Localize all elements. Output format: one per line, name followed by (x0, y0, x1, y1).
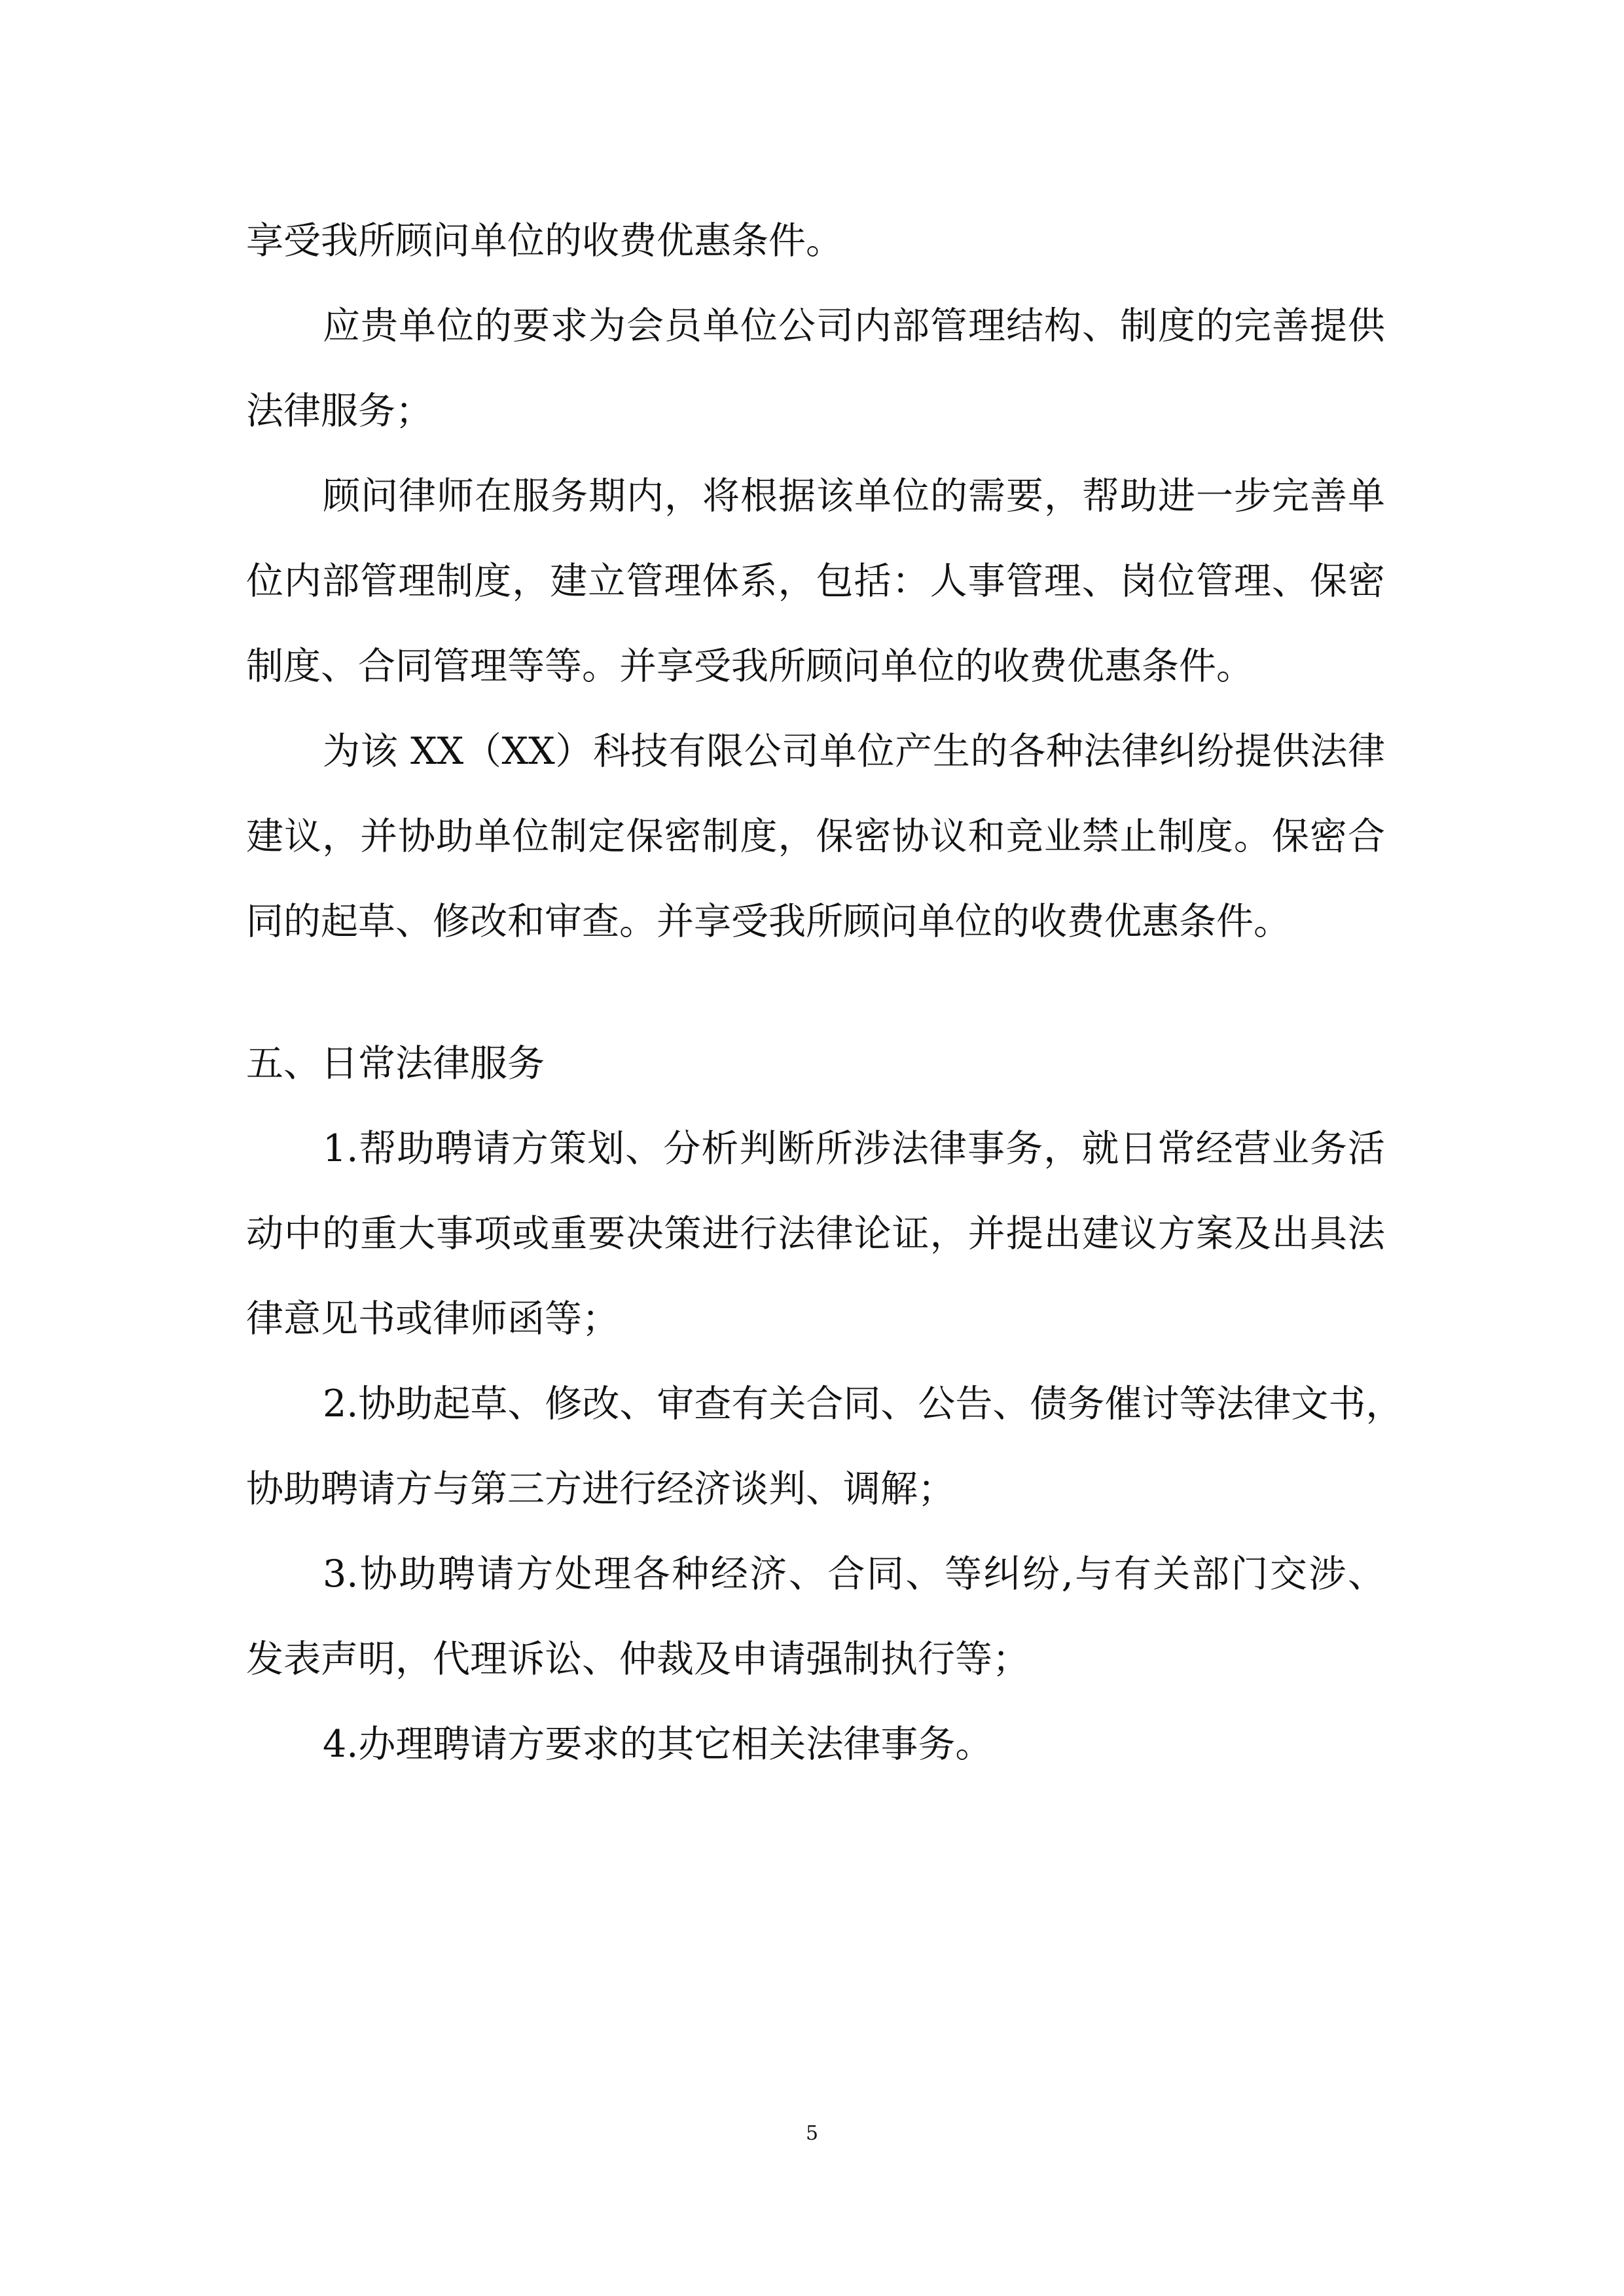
paragraph-counsel-services-line-3: 制度、合同管理等等。并享受我所顾问单位的收费优惠条件。 (246, 645, 1254, 688)
list-item-1-line-1: 1.帮助聘请方策划、分析判断所涉法律事务，就日常经营业务活 (323, 1127, 1385, 1170)
list-item-2-line-2: 协助聘请方与第三方进行经济谈判、调解； (246, 1467, 955, 1511)
list-item-1-line-3: 律意见书或律师函等； (246, 1297, 619, 1340)
section-heading-daily-legal-services: 五、日常法律服务 (246, 1042, 545, 1085)
paragraph-dispute-advice-line-1: 为该 XX（XX）科技有限公司单位产生的各种法律纠纷提供法律 (323, 730, 1385, 773)
paragraph-fee-discount-continuation: 享受我所顾问单位的收费优惠条件。 (246, 219, 843, 262)
page-number: 5 (805, 2122, 819, 2145)
list-item-1-line-2: 动中的重大事项或重要决策进行法律论证，并提出建议方案及出具法 (246, 1212, 1385, 1255)
paragraph-counsel-services-line-2: 位内部管理制度，建立管理体系，包括：人事管理、岗位管理、保密 (246, 560, 1385, 603)
paragraph-counsel-services-line-1: 顾问律师在服务期内，将根据该单位的需要，帮助进一步完善单 (323, 475, 1385, 518)
paragraph-dispute-advice-line-2: 建议，并协助单位制定保密制度，保密协议和竞业禁止制度。保密合 (246, 815, 1385, 858)
list-item-2-line-1: 2.协助起草、修改、审查有关合同、公告、债务催讨等法律文书， (323, 1382, 1403, 1426)
paragraph-internal-management-line-2: 法律服务； (246, 389, 433, 433)
paragraph-internal-management-line-1: 应贵单位的要求为会员单位公司内部管理结构、制度的完善提供 (323, 304, 1385, 348)
list-item-3-line-1: 3.协助聘请方处理各种经济、合同、等纠纷,与有关部门交涉、 (323, 1552, 1385, 1596)
list-item-3-line-2: 发表声明，代理诉讼、仲裁及申请强制执行等； (246, 1638, 1030, 1681)
list-item-4-line-1: 4.办理聘请方要求的其它相关法律事务。 (323, 1723, 993, 1766)
paragraph-dispute-advice-line-3: 同的起草、修改和审查。并享受我所顾问单位的收费优惠条件。 (246, 900, 1291, 943)
